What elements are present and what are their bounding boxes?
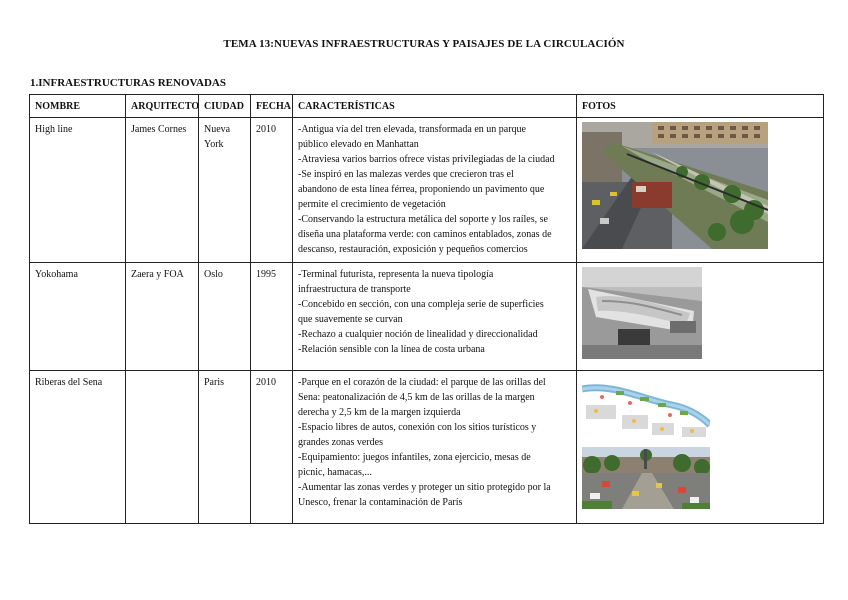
cell-nombre: Riberas del Sena	[30, 371, 126, 524]
yokohama-photo	[582, 267, 702, 359]
seine-map-photo	[582, 375, 710, 441]
section-title: 1.INFRAESTRUCTURAS RENOVADAS	[30, 77, 226, 89]
feature-line: Unesco, frenar la contaminación de París	[298, 497, 463, 508]
feature-line: infraestructura de transporte	[298, 284, 411, 295]
feature-line: Sena: peatonalización de 4,5 km de las orillas de la margen	[298, 392, 535, 403]
cell-arquitecto	[126, 371, 199, 524]
cell-caracteristicas	[293, 118, 577, 263]
feature-line: -Atraviesa varios barrios ofrece vistas privilegiadas de la ciudad	[298, 154, 555, 165]
cell-ciudad: Oslo	[199, 263, 251, 371]
cell-fecha: 2010	[251, 371, 293, 524]
cell-caracteristicas	[293, 263, 577, 371]
feature-line: -Conservando la estructura metálica del soporte y los raíles, se	[298, 214, 548, 225]
cell-nombre: Yokohama	[30, 263, 126, 371]
header-ciudad: CIUDAD	[199, 95, 251, 118]
header-fotos: FOTOS	[577, 95, 824, 118]
cell-fotos	[577, 263, 824, 371]
feature-line: público elevado en Manhattan	[298, 139, 419, 150]
table-row	[30, 263, 824, 371]
feature-line: -Se inspiró en las malezas verdes que crecieron tras el	[298, 169, 514, 180]
header-nombre: NOMBRE	[30, 95, 126, 118]
table-row	[30, 371, 824, 524]
feature-line: -Relación sensible con la línea de costa urbana	[298, 344, 485, 355]
feature-line: -Concebido en sección, con una compleja serie de superficies	[298, 299, 544, 310]
feature-line: grandes zonas verdes	[298, 437, 383, 448]
feature-line: que suavemente se curvan	[298, 314, 403, 325]
feature-line: -Aumentar las zonas verdes y proteger un sitio protegido por la	[298, 482, 551, 493]
cell-fotos	[577, 118, 824, 263]
cell-arquitecto: Zaera y FOA	[126, 263, 199, 371]
feature-line: permite el crecimiento de vegetación	[298, 199, 446, 210]
document-title: TEMA 13:NUEVAS INFRAESTRUCTURAS Y PAISAJES DE LA CIRCULACIÓN	[223, 38, 625, 50]
cell-fotos	[577, 371, 824, 524]
table-row	[30, 118, 824, 263]
header-fecha: FECHA	[251, 95, 293, 118]
cell-caracteristicas	[293, 371, 577, 524]
feature-line: abandono de esta línea férrea, proponiendo un pavimento que	[298, 184, 545, 195]
table-header-row	[30, 95, 824, 118]
feature-line: -Equipamiento: juegos infantiles, zona ejercicio, mesas de	[298, 452, 531, 463]
feature-line: -Antigua vía del tren elevada, transformada en un parque	[298, 124, 526, 135]
seine-riverside-photo	[582, 447, 710, 509]
feature-line: derecha y 2,5 km de la margen izquierda	[298, 407, 461, 418]
feature-line: -Espacio libres de autos, conexión con los sitios turísticos y	[298, 422, 537, 433]
cell-ciudad: Paris	[199, 371, 251, 524]
feature-line: -Rechazo a cualquier noción de linealidad y direccionalidad	[298, 329, 538, 340]
header-caracteristicas: CARACTERÍSTICAS	[293, 95, 577, 118]
cell-fecha: 2010	[251, 118, 293, 263]
feature-line: diseña una plataforma verde: con caminos entablados, zonas de	[298, 229, 552, 240]
cell-arquitecto: James Cornes	[126, 118, 199, 263]
cell-fecha: 1995	[251, 263, 293, 371]
feature-line: picnic, hamacas,...	[298, 467, 372, 478]
feature-line: -Parque en el corazón de la ciudad: el parque de las orillas del	[298, 377, 546, 388]
cell-nombre: High line	[30, 118, 126, 263]
feature-line: descanso, restauración, exposición y pequeños comercios	[298, 244, 528, 255]
high-line-photo	[582, 122, 768, 249]
header-arquitecto: ARQUITECTO	[126, 95, 199, 118]
feature-line: -Terminal futurista, representa la nueva tipología	[298, 269, 494, 280]
infrastructure-table	[29, 94, 824, 524]
cell-ciudad: Nueva York	[199, 118, 251, 263]
